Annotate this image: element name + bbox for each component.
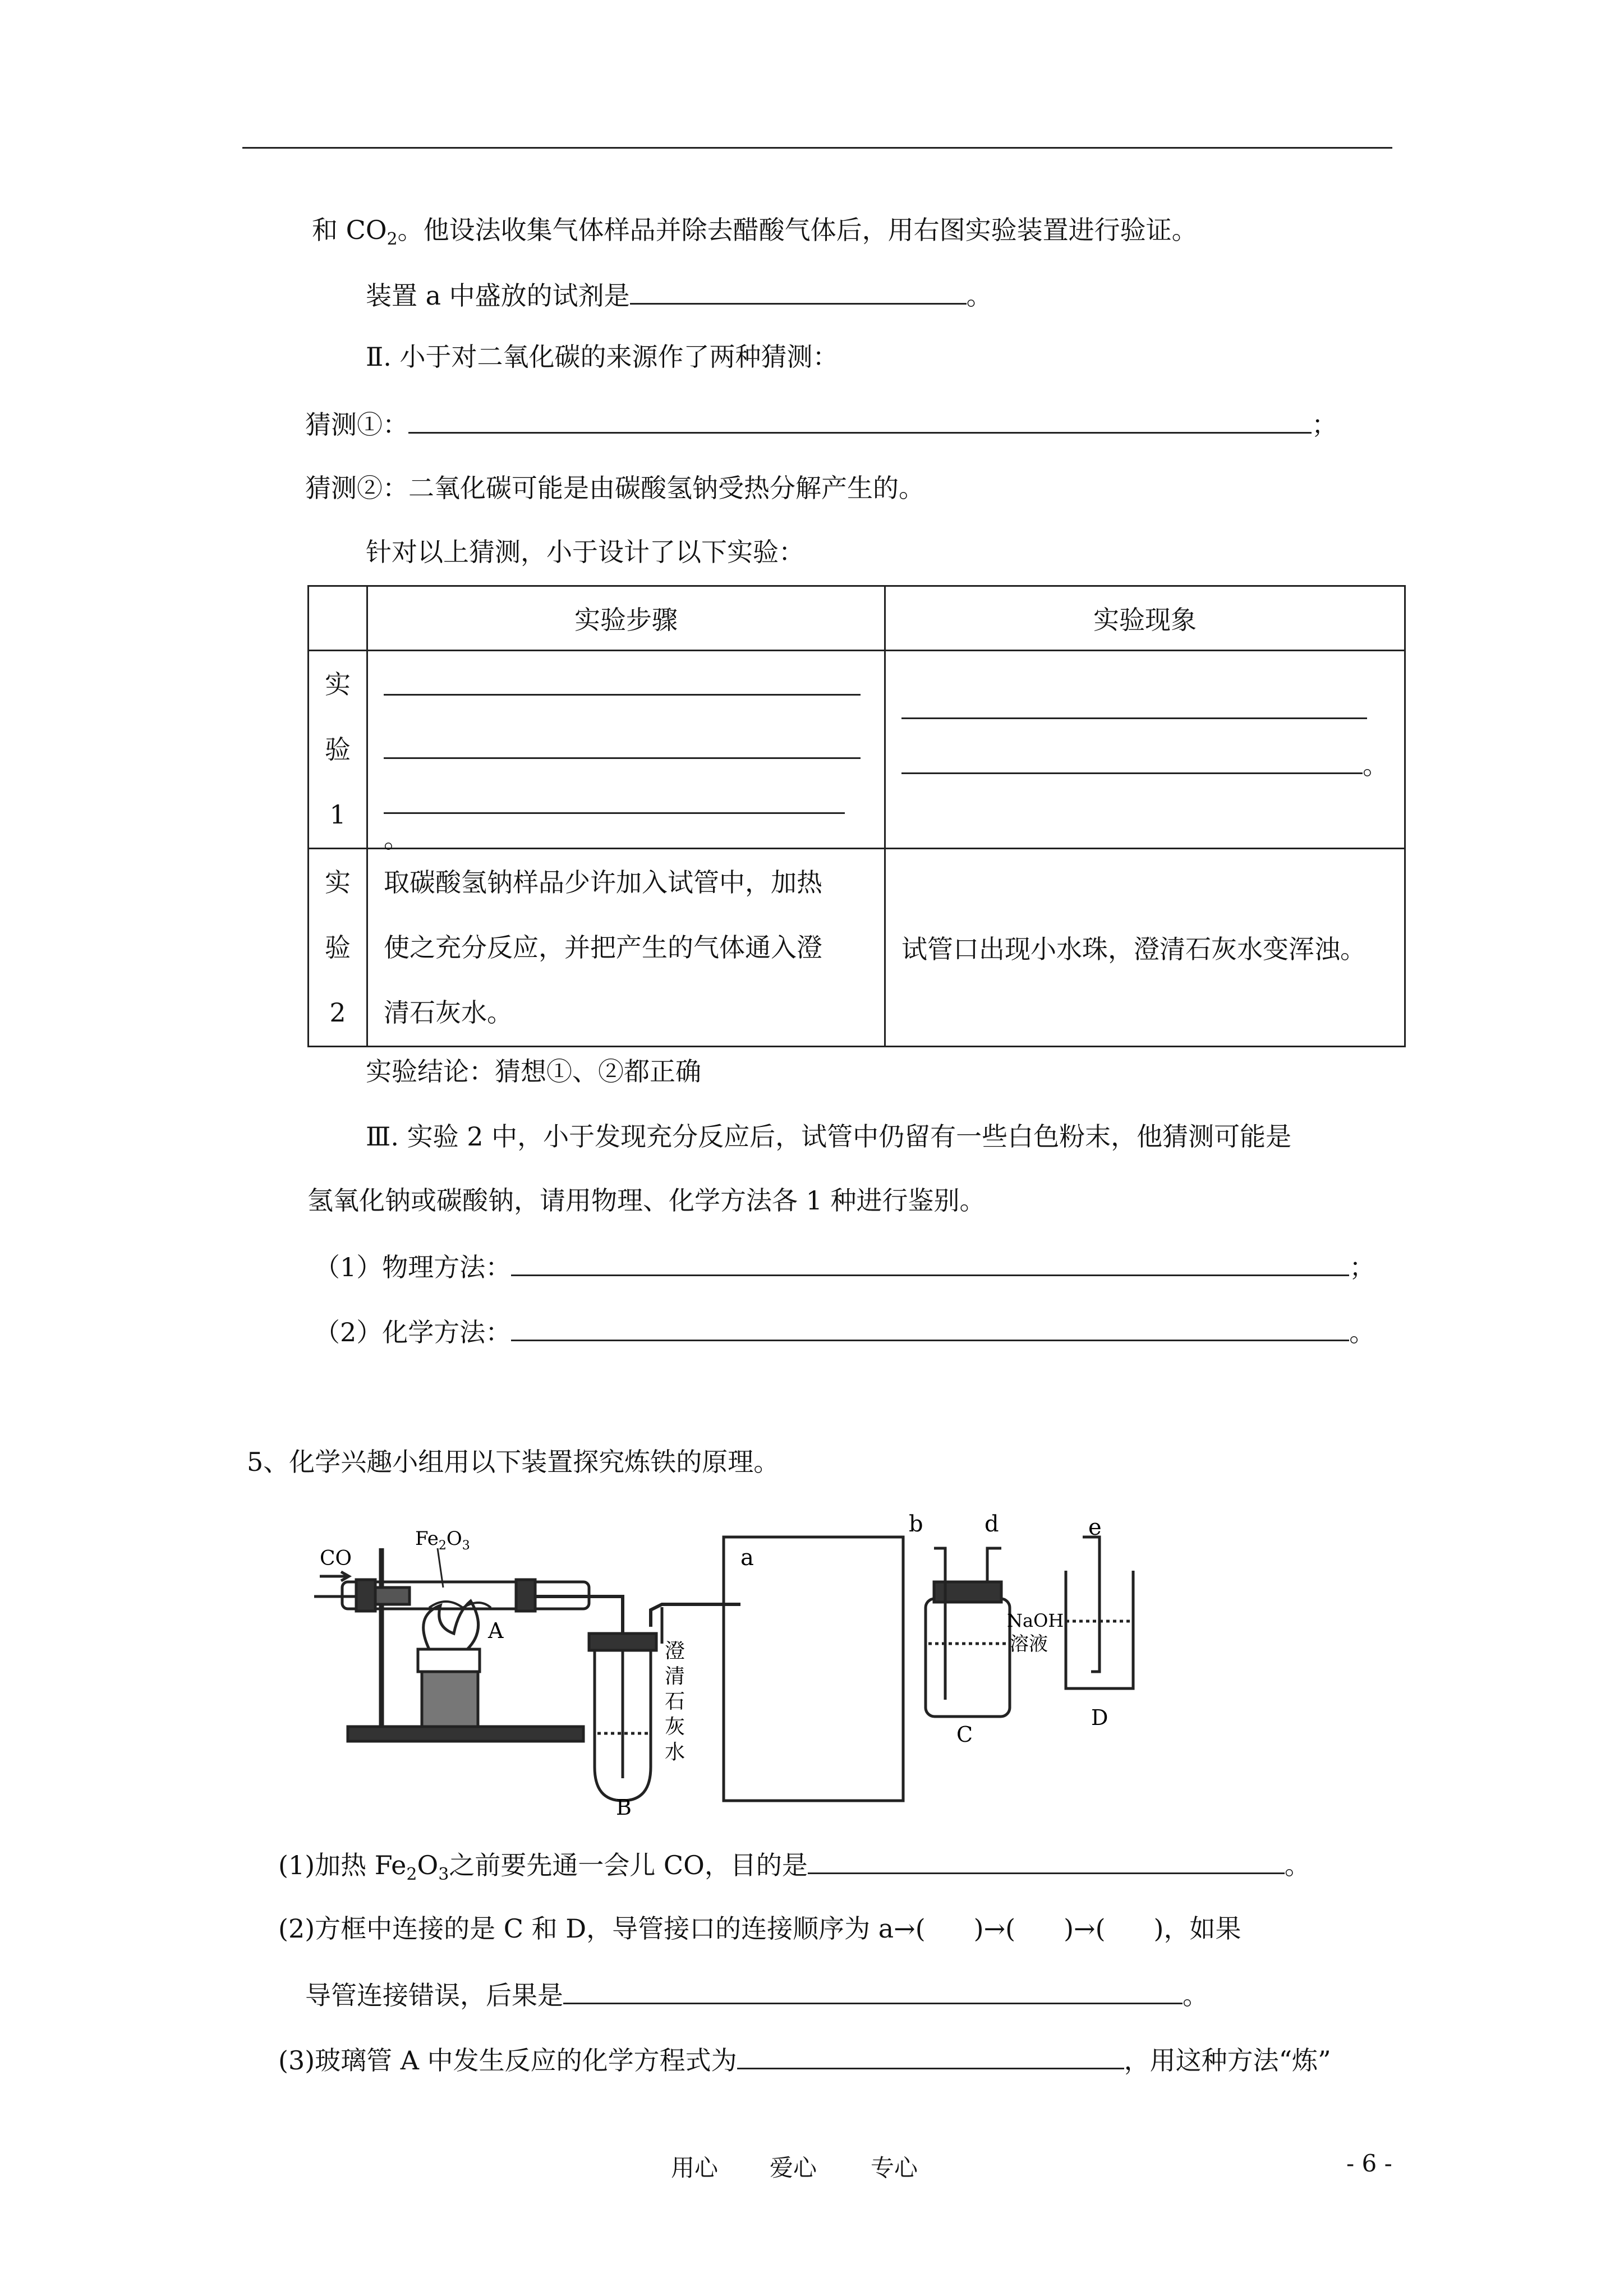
table-header-row bbox=[309, 586, 1405, 651]
q5-1-line bbox=[278, 1847, 1310, 1892]
label-limewater-char: 灰 bbox=[665, 1715, 686, 1738]
label-limewater-char: 水 bbox=[665, 1741, 686, 1764]
exp2-phenomenon: 试管口出现小水珠，澄清石灰水变浑浊。 bbox=[885, 849, 1405, 1047]
table-intro: 针对以上猜测，小于设计了以下实验： bbox=[366, 537, 804, 567]
stopper-b bbox=[589, 1634, 656, 1650]
guess1-label: 猜测①： bbox=[305, 409, 408, 440]
q5-1-text-a: (1)加热 Fe bbox=[278, 1850, 407, 1880]
q5-2-text-d: )，如果 bbox=[1153, 1913, 1241, 1944]
stopper-left bbox=[356, 1580, 375, 1611]
q5-1-answer-blank[interactable] bbox=[808, 1847, 1285, 1874]
physical-method-blank[interactable] bbox=[511, 1249, 1349, 1276]
q5-1-text-b: O bbox=[417, 1850, 439, 1880]
text-line1-rest: 。他设法收集气体样品并除去醋酸气体后，用右图实验装置进行验证。 bbox=[397, 215, 1198, 245]
exp2-label-char: 实 bbox=[325, 867, 351, 898]
experiment-conclusion: 实验结论：猜想①、②都正确 bbox=[366, 1056, 701, 1087]
part2-title: Ⅱ. 小于对二氧化碳的来源作了两种猜测： bbox=[366, 342, 839, 372]
q5-3-equation-blank[interactable] bbox=[737, 2042, 1124, 2069]
exp1-step-end: 。 bbox=[384, 823, 410, 854]
exp1-phen-end: 。 bbox=[1363, 749, 1388, 780]
text-co2-prefix: 和 CO bbox=[312, 215, 387, 245]
q5-2-text-a: (2)方框中连接的是 C 和 D，导管接口的连接顺序为 a→( bbox=[278, 1913, 926, 1944]
q5-title: 5、化学兴趣小组用以下装置探究炼铁的原理。 bbox=[247, 1447, 780, 1477]
header-rule bbox=[242, 147, 1392, 149]
burner-body bbox=[422, 1672, 478, 1727]
label-fe2o3: $Fe_2O_3$ bbox=[415, 1527, 470, 1553]
exp1-phen-blank-2[interactable] bbox=[901, 750, 1363, 774]
tube-d-bottle bbox=[987, 1548, 1001, 1582]
fe2o3-sub-1: 2 bbox=[406, 1865, 417, 1885]
q5-3-text-a: (3)玻璃管 A 中发生反应的化学方程式为 bbox=[278, 2045, 737, 2076]
exp1-label-char: 1 bbox=[329, 799, 346, 830]
apparatus-figure bbox=[303, 1503, 1414, 1818]
tube-b-bottle bbox=[934, 1548, 945, 1582]
q5-2-end: 。 bbox=[1183, 1980, 1208, 2010]
q5-2-text-b: )→( bbox=[973, 1913, 1016, 1944]
co2-subscript: 2 bbox=[387, 229, 398, 250]
chemical-method-line bbox=[314, 1314, 1375, 1349]
exp1-step-cell bbox=[367, 651, 885, 854]
exp1-label-char: 验 bbox=[325, 734, 351, 765]
reagent-question bbox=[366, 277, 992, 312]
q5-1-text-c: 之前要先通一会儿 CO，目的是 bbox=[449, 1850, 808, 1880]
label-limewater-char: 清 bbox=[665, 1665, 686, 1688]
tube-b-to-box bbox=[651, 1604, 740, 1627]
stopper-right bbox=[516, 1580, 535, 1611]
exp1-step-blank-2[interactable] bbox=[384, 757, 861, 759]
exp1-phenomenon-cell bbox=[885, 651, 1405, 849]
exp2-label bbox=[309, 849, 367, 1047]
exp1-phen-blank-1[interactable] bbox=[901, 717, 1367, 719]
label-naoh: NaOH bbox=[1007, 1610, 1064, 1631]
header-phenomenon: 实验现象 bbox=[885, 586, 1405, 651]
header-step: 实验步骤 bbox=[367, 586, 885, 651]
label-naoh-solution: 溶液 bbox=[1010, 1633, 1048, 1655]
footer-motto-2: 爱心 bbox=[770, 2154, 817, 2182]
exp1-label bbox=[309, 651, 367, 849]
physical-method-label: （1）物理方法： bbox=[314, 1252, 512, 1282]
label-e-port: e bbox=[1088, 1515, 1102, 1540]
guess1-line bbox=[305, 406, 1337, 441]
exp2-step-line: 取碳酸氢钠样品少许加入试管中，加热 bbox=[384, 867, 822, 898]
label-a-tube: A bbox=[488, 1618, 504, 1643]
guess2-line: 猜测②：二氧化碳可能是由碳酸氢钠受热分解产生的。 bbox=[305, 473, 924, 503]
tube-e bbox=[1083, 1537, 1099, 1672]
q5-2-line-2 bbox=[305, 1977, 1208, 2012]
exp1-step-blank-1[interactable] bbox=[384, 694, 861, 696]
q5-2-text-c: )→( bbox=[1064, 1913, 1106, 1944]
exp1-label-char: 实 bbox=[325, 669, 351, 700]
q5-1-end: 。 bbox=[1284, 1850, 1310, 1880]
part3-line-2: 氢氧化钠或碳酸钠，请用物理、化学方法各 1 种进行鉴别。 bbox=[307, 1185, 986, 1216]
physical-method-line bbox=[314, 1249, 1375, 1284]
chemical-method-end: 。 bbox=[1349, 1317, 1375, 1347]
guess1-end: ； bbox=[1312, 409, 1337, 440]
q5-3-line bbox=[278, 2042, 1331, 2077]
exp2-step-cell bbox=[367, 849, 885, 1047]
guess1-answer-blank[interactable] bbox=[408, 406, 1312, 434]
fe2o3-sub-2: 3 bbox=[438, 1865, 449, 1885]
stand-base bbox=[348, 1727, 583, 1741]
q5-3-text-b: ，用这种方法“炼” bbox=[1124, 2045, 1331, 2076]
table-corner-cell bbox=[309, 586, 367, 651]
page-number: - 6 - bbox=[1346, 2150, 1392, 2177]
intro-line-1 bbox=[312, 213, 1198, 256]
label-co: CO bbox=[320, 1547, 352, 1570]
q5-2-answer-blank[interactable] bbox=[563, 1977, 1183, 2004]
label-limewater-char: 澄 bbox=[665, 1640, 686, 1663]
reagent-label: 装置 a 中盛放的试剂是 bbox=[366, 280, 630, 311]
label-b-port: b bbox=[909, 1511, 923, 1537]
label-b-tube: B bbox=[616, 1795, 632, 1818]
experiment-table bbox=[307, 585, 1406, 1047]
footer-motto-1: 用心 bbox=[671, 2154, 719, 2182]
exp2-step-line: 清石灰水。 bbox=[384, 997, 513, 1028]
q5-2-consequence-label: 导管连接错误，后果是 bbox=[305, 1980, 563, 2010]
label-d-port: d bbox=[984, 1511, 999, 1537]
q5-2-line-1 bbox=[278, 1912, 1241, 1945]
physical-method-end: ； bbox=[1349, 1252, 1375, 1282]
exp2-label-char: 验 bbox=[325, 932, 351, 963]
bottle-c bbox=[926, 1599, 1010, 1717]
exp1-step-blank-3[interactable] bbox=[384, 790, 845, 814]
label-c-bottle: C bbox=[956, 1722, 973, 1747]
label-a-box: a bbox=[740, 1545, 754, 1571]
chemical-method-label: （2）化学方法： bbox=[314, 1317, 512, 1347]
label-limewater-char: 石 bbox=[665, 1690, 686, 1713]
burner-head bbox=[418, 1649, 480, 1672]
table-row-exp1 bbox=[309, 651, 1405, 849]
label-d-beaker: D bbox=[1091, 1705, 1108, 1730]
exp2-label-char: 2 bbox=[329, 997, 346, 1028]
exp2-step-line: 使之充分反应，并把产生的气体通入澄 bbox=[384, 932, 822, 963]
chemical-method-blank[interactable] bbox=[511, 1314, 1349, 1341]
frame-box-a bbox=[724, 1537, 903, 1801]
table-row-exp2 bbox=[309, 849, 1405, 1047]
reagent-end: 。 bbox=[966, 280, 992, 311]
part3-line-1: Ⅲ. 实验 2 中，小于发现充分反应后，试管中仍留有一些白色粉末，他猜测可能是 bbox=[366, 1121, 1292, 1152]
footer-motto-3: 专心 bbox=[871, 2154, 918, 2182]
reagent-answer-blank[interactable] bbox=[630, 277, 967, 305]
